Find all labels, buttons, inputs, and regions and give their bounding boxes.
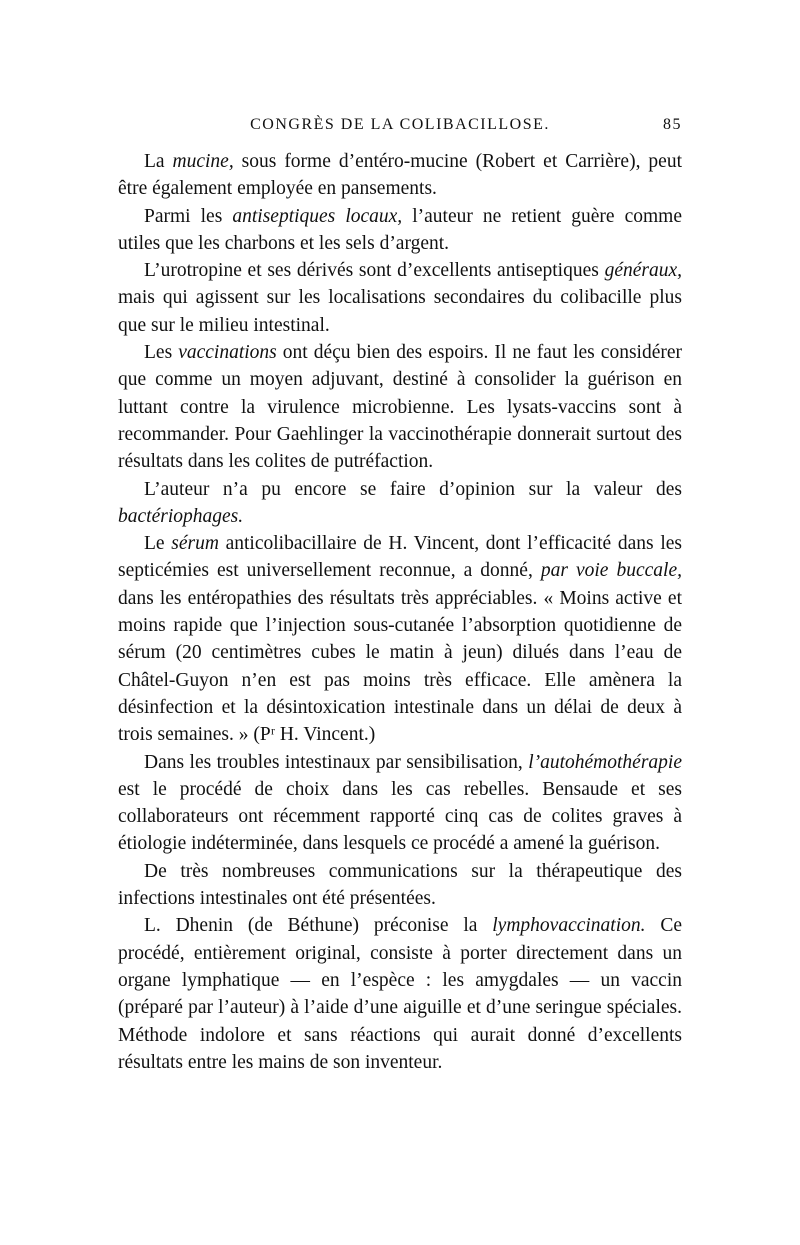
text-run: Dans les troubles intestinaux par sensibilisation,	[144, 751, 529, 773]
text-run: L’urotropine et ses dérivés sont d’excellents antiseptiques	[144, 260, 605, 282]
paragraph-antiseptiques-locaux	[118, 203, 682, 258]
text-run: est le procédé de choix dans les cas rebelles. Bensaude et ses collaborateurs ont récemment rapporté cinq cas de colites graves à étiologie indéterminée, dans lesquels ce procédé a amené la guérison.	[118, 778, 682, 855]
paragraph-communications	[118, 858, 682, 913]
text-run: L’auteur n’a pu encore se faire d’opinion sur la valeur des	[144, 478, 682, 500]
running-head	[118, 116, 682, 146]
paragraph-autohemotherapie	[118, 749, 682, 858]
text-run: mais qui agissent sur les localisations secondaires du colibacille plus que sur le milieu intestinal.	[118, 287, 682, 336]
text-run: Le	[144, 533, 172, 555]
running-title: CONGRÈS DE LA COLIBACILLOSE.	[250, 116, 550, 133]
page-number: 85	[663, 116, 682, 133]
text-run: La	[144, 151, 173, 172]
italic-term: vaccinations	[178, 342, 277, 364]
italic-term: généraux,	[604, 260, 682, 282]
paragraph-mucine	[118, 148, 682, 203]
text-run: sous forme d’entéro-mucine (Robert et Carrière), peut être également employée en pansements.	[118, 151, 682, 200]
text-run: L. Dhenin (de Béthune) préconise la	[144, 915, 493, 937]
paragraph-lymphovaccination	[118, 912, 682, 1076]
text-run: anticolibacillaire de H. Vincent, dont l’efficacité dans les septicémies est universellement reconnue, a donné,	[118, 533, 682, 582]
paragraph-urotropine	[118, 257, 682, 339]
italic-term: antiseptiques locaux,	[232, 205, 403, 227]
text-run: l’auteur ne retient guère comme utiles que les charbons et les sels d’argent.	[118, 205, 683, 254]
paragraph-serum	[118, 530, 682, 748]
italic-term: par voie buccale,	[540, 560, 682, 582]
italic-term: sérum	[171, 533, 219, 555]
paragraph-vaccinations	[118, 339, 682, 475]
text-run: Ce procédé, entièrement original, consiste à porter directement dans un organe lymphatique — en l’espèce : les amygdales — un vaccin (préparé par l’auteur) à l’aide d’une aiguille et d’une seringue spéciales. Méthode indolore et sans réactions qui aurait donné d’excellents résultats entre les mains de son inventeur.	[118, 915, 682, 1073]
text-run: Les	[144, 342, 179, 364]
text-run: De très nombreuses communications sur la thérapeutique des infections intestinales ont été présentées.	[118, 860, 682, 910]
text-run: Parmi les	[144, 205, 233, 227]
text-run: dans les entéropathies des résultats très appréciables. « Moins active et moins rapide que l’injection sous-cutanée l’absorption quotidienne de sérum (20 centimètres cubes le matin à jeun) dilués dans l’eau de Châtel-Guyon n’en est pas moins très efficace. Elle amènera la désinfection et la désintoxication intestinale dans un délai de deux à trois semaines. » (Pʳ H. Vincent.)	[118, 587, 682, 746]
text-run: ont déçu bien des espoirs. Il ne faut les considérer que comme un moyen adjuvant, destiné à consolider la guérison en luttant contre la virulence microbienne. Les lysats-vaccins sont à recommander. Pour Gaehlinger la vaccinothérapie donnerait surtout des résultats dans les colites de putréfaction.	[118, 342, 683, 473]
italic-term: bactériophages.	[118, 505, 244, 527]
italic-term: mucine,	[172, 151, 234, 172]
italic-term: l’autohémothérapie	[528, 751, 682, 773]
paragraph-bacteriophages	[118, 476, 682, 531]
body-text	[118, 148, 682, 1076]
italic-term: lymphovaccination.	[492, 915, 646, 937]
